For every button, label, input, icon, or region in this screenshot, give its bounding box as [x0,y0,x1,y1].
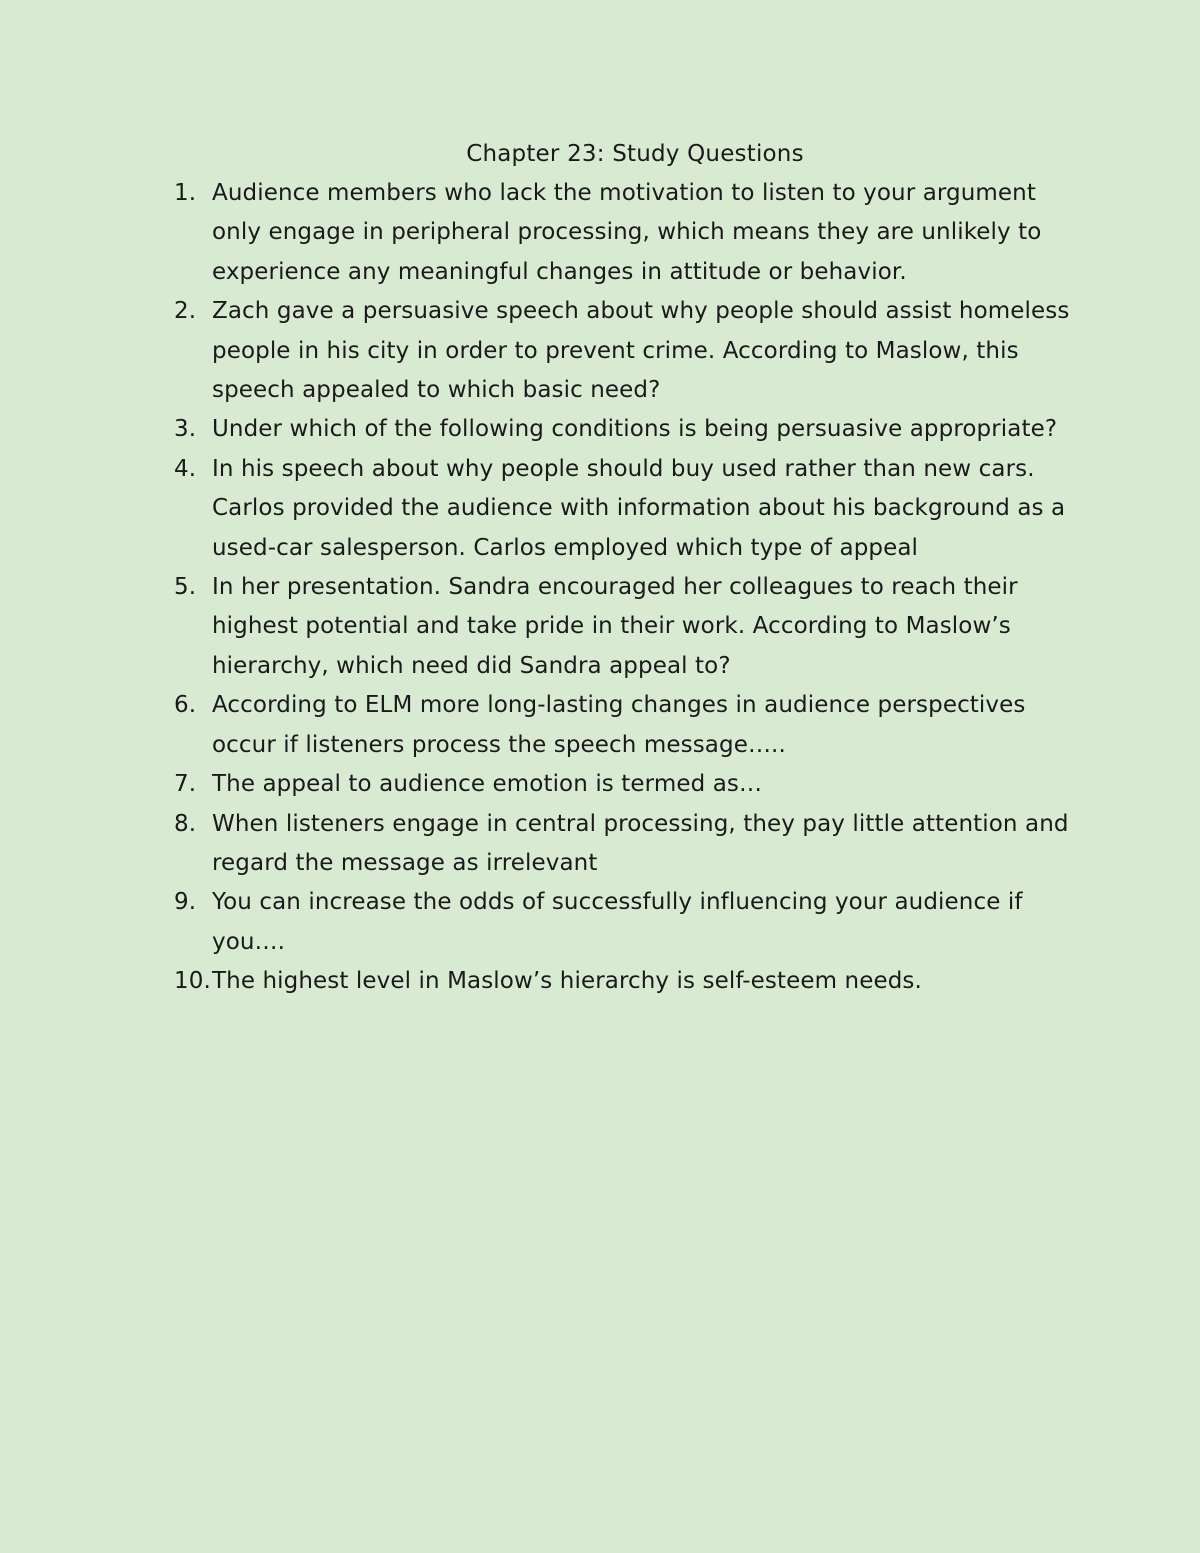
question-item-2 [174,292,1074,410]
question-item-9 [174,883,1074,962]
question-text: When listeners engage in central processing, they pay little attention and regard the message as irrelevant [212,810,1069,876]
question-number: 6. [174,692,197,719]
question-number: 1. [174,180,197,206]
question-list [174,174,1074,1002]
question-number: 7. [174,771,197,798]
question-text: In her presentation. Sandra encouraged her colleagues to reach their highest potential and take pride in their work. According to Maslow’s hierarchy, which need did Sandra appeal to? [212,574,1018,679]
question-text: Audience members who lack the motivation to listen to your argument only engage in peripheral processing, which means they are unlikely to experience any meaningful changes in attitude or behavior. [212,180,1042,285]
question-item-10 [174,962,1074,1001]
question-number: 2. [174,298,197,325]
question-number: 4. [174,455,197,482]
question-item-7 [174,765,1074,804]
question-item-4 [174,450,1074,568]
question-number: 5. [174,574,197,601]
question-number: 9. [174,889,197,916]
question-item-6 [174,686,1074,765]
question-number: 3. [174,416,197,443]
question-text: Zach gave a persuasive speech about why people should assist homeless people in his city in order to prevent crime. According to Maslow, this speech appealed to which basic need? [212,298,1070,404]
question-text: Under which of the following conditions is being persuasive appropriate? [212,416,1058,443]
question-number: 10. [174,968,211,995]
question-number: 8. [174,810,197,837]
question-item-5 [174,568,1074,686]
question-item-1 [174,174,1074,292]
question-text: The appeal to audience emotion is termed as… [212,771,763,798]
question-item-8 [174,805,1074,884]
question-item-3 [174,410,1074,449]
page-title: Chapter 23: Study Questions [466,141,804,167]
question-text: According to ELM more long-lasting changes in audience perspectives occur if listeners process the speech message….. [212,692,1026,758]
question-text: In his speech about why people should buy used rather than new cars. Carlos provided the audience with information about his background as a used-car salesperson. Carlos employed which type of appeal [212,455,1066,561]
question-text: You can increase the odds of successfully influencing your audience if you…. [212,889,1023,955]
question-text: The highest level in Maslow’s hierarchy is self-esteem needs. [212,968,922,995]
